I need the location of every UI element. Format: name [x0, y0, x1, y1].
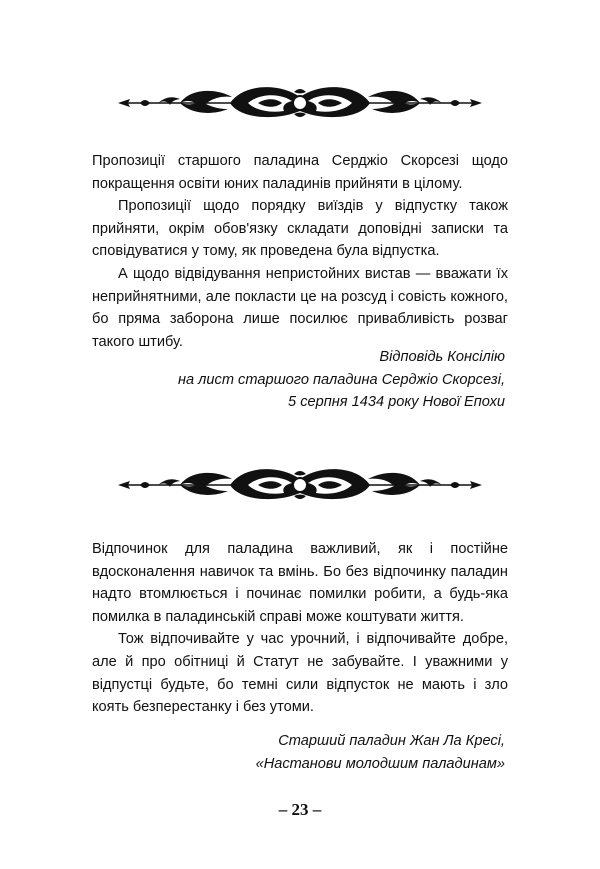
attribution-line: «Настанови молодшим паладинам»: [255, 755, 505, 772]
attribution-line: Відповідь Консілію: [379, 349, 505, 365]
attribution-1: [178, 346, 505, 414]
paragraph: Пропозиції старшого паладина Серджіо Скорсезі щодо покращення освіти юних паладинів прийняти в цілому.: [92, 153, 508, 192]
text-block-1: [92, 150, 508, 353]
attribution-line: на лист старшого паладина Серджіо Скорсезі,: [177, 371, 505, 388]
attribution-2: [256, 730, 505, 775]
paragraph: Пропозиції щодо порядку виїздів у відпустку також прийняти, окрім обов'язку складати доповідні записки та сповідуватися у тому, як проведена була відпустка.: [92, 198, 508, 260]
ornament-icon: [118, 468, 482, 502]
ornament-icon: [118, 86, 482, 120]
paragraph: А щодо відвідування непристойних вистав — вважати їх неприйнятними, але покласти це на розсуд і совість кожного, бо пряма заборона лише посилює привабливість розваг такого штибу.: [92, 265, 508, 350]
attribution-line: Старший паладин Жан Ла Кресі,: [278, 733, 505, 749]
paragraph: Тож відпочивайте у час урочний, і відпочивайте добре, але й про обітниці й Статут не забувайте. І уважними у відпустці будьте, бо темні сили відпусток не мають і зло коять безперестанку і без утоми.: [92, 631, 508, 716]
ornament-divider-top: [118, 86, 482, 120]
attribution-line: 5 серпня 1434 року Нової Епохи: [288, 394, 505, 411]
ornament-divider-middle: [118, 468, 482, 502]
text-block-2: [92, 538, 508, 719]
page-number: – 23 –: [278, 800, 322, 819]
paragraph: Відпочинок для паладина важливий, як і постійне вдосконалення навичок та вмінь. Бо без відпочинку паладин надто втомлюється і починає помилки робити, а будь-яка помилка в паладинській справі може коштувати життя.: [92, 541, 508, 625]
